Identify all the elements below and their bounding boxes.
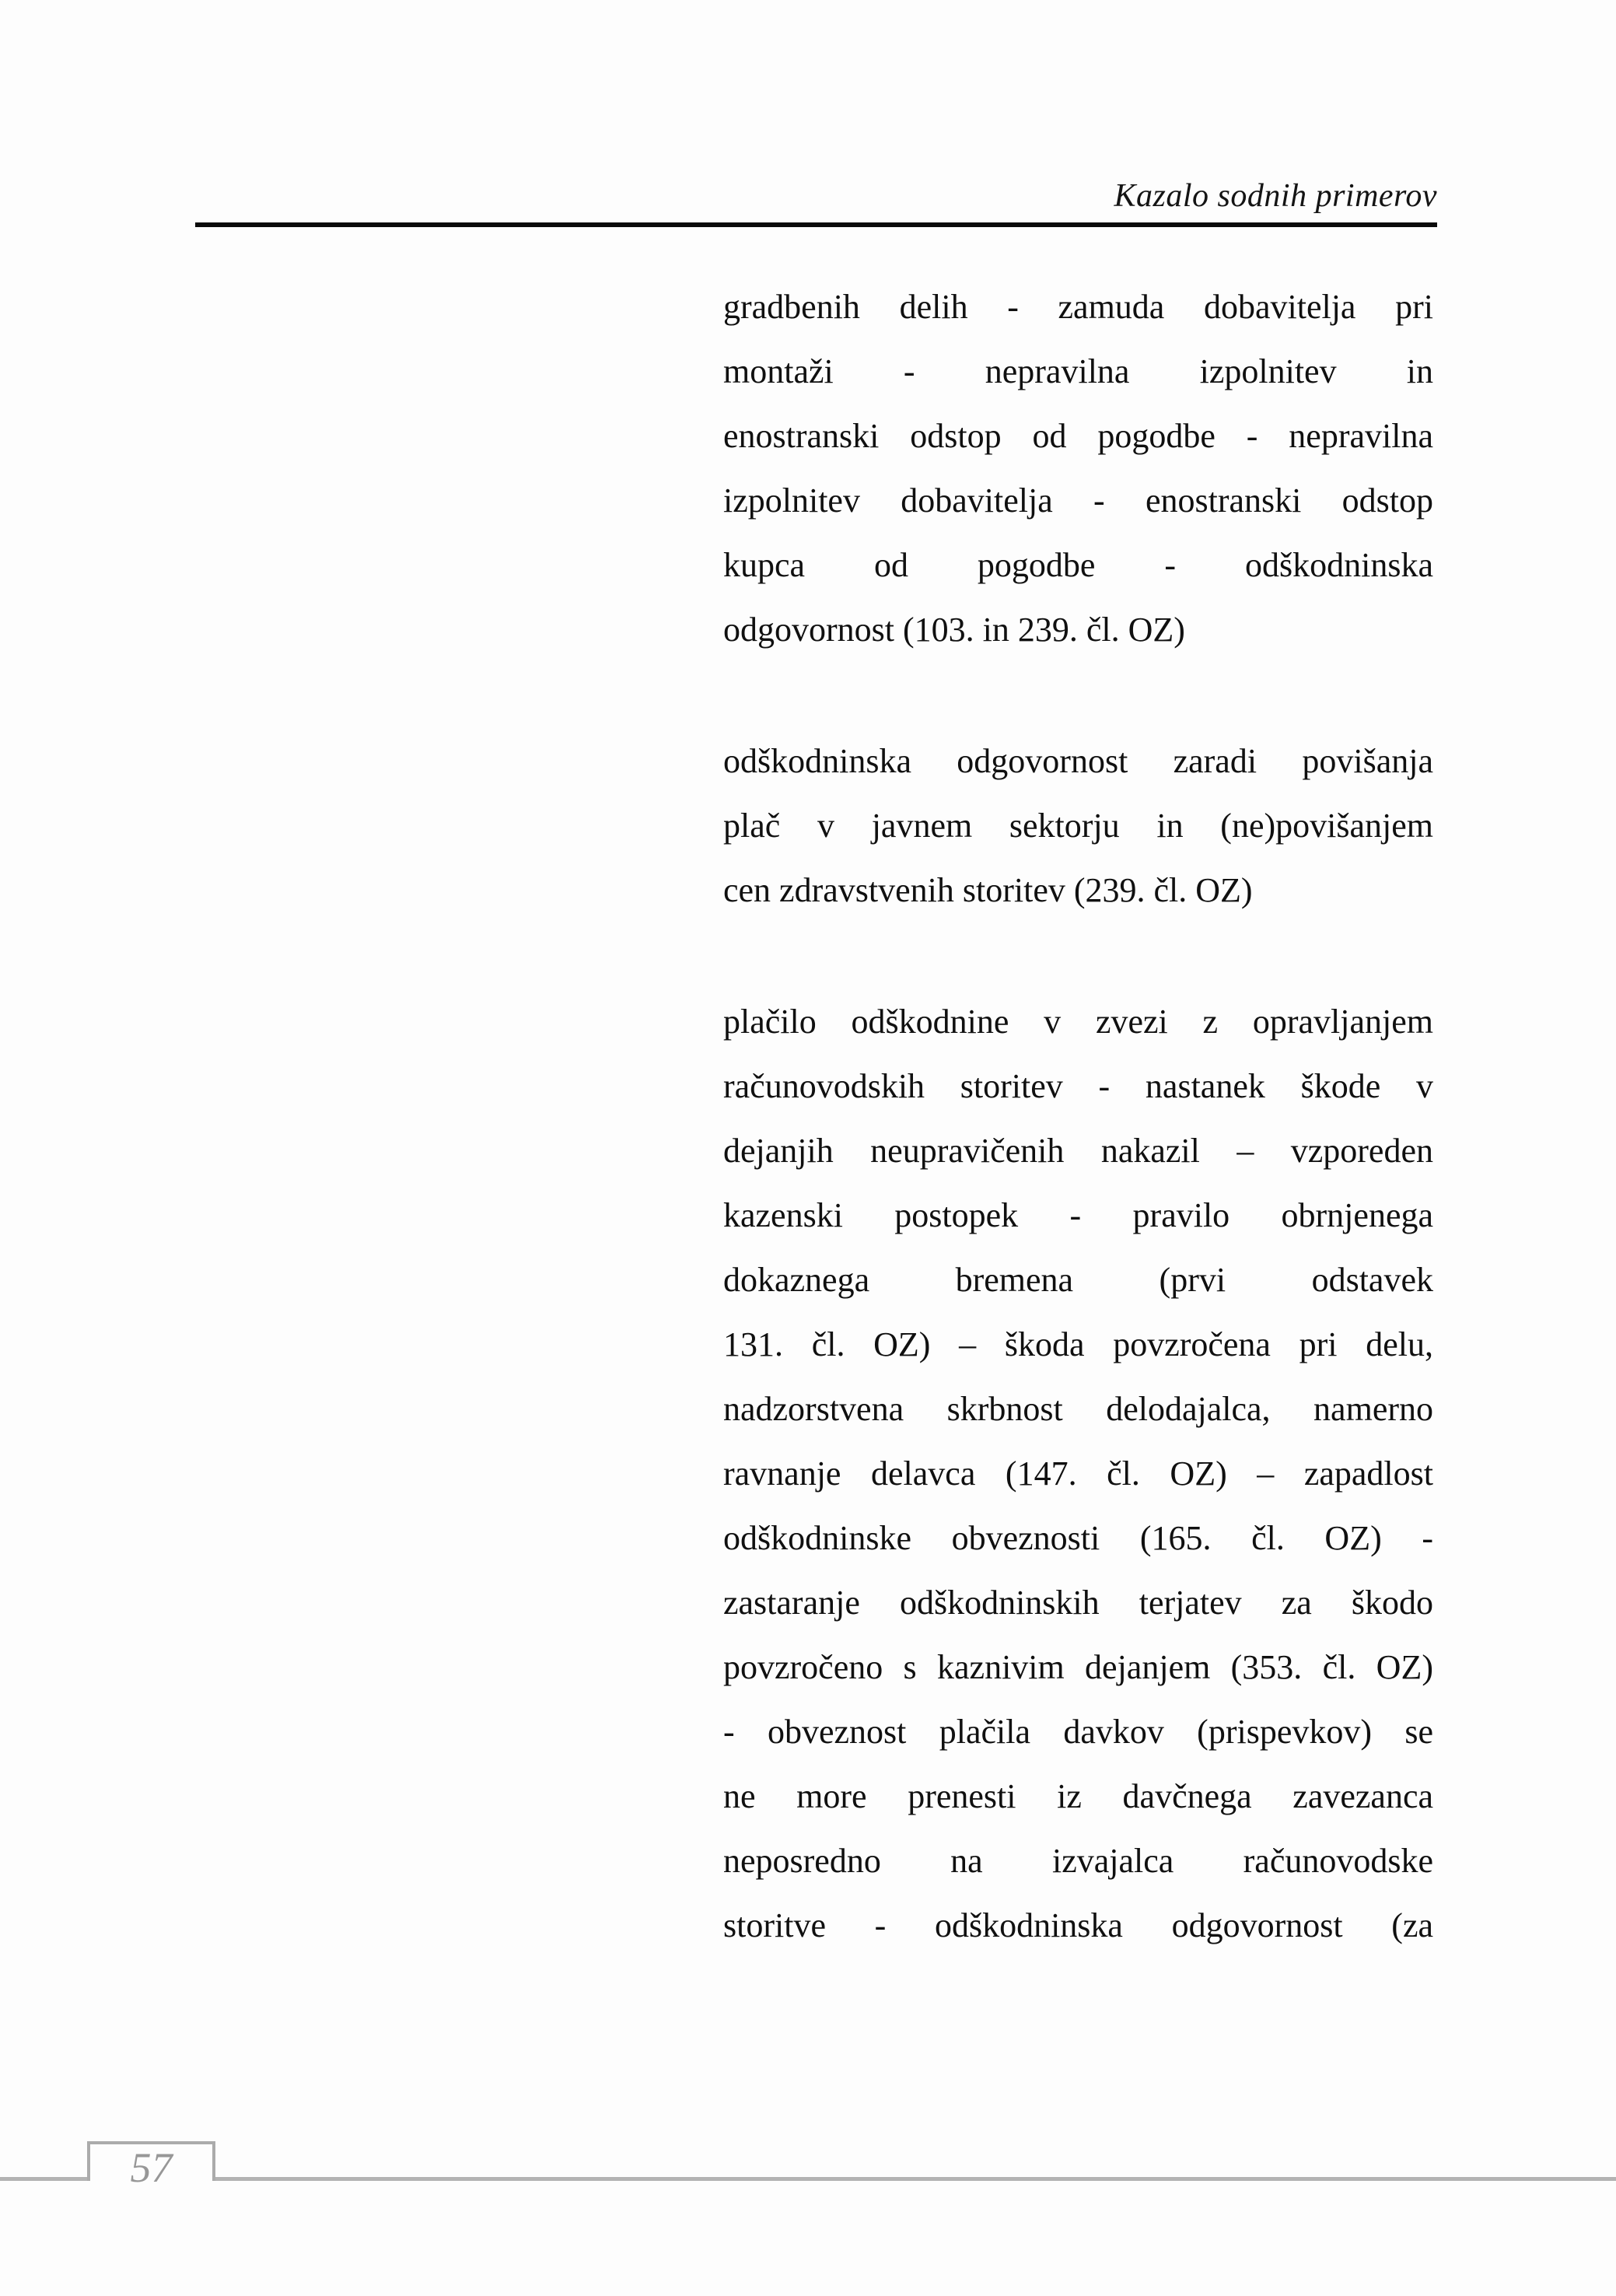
text-line: montaži - nepravilna izpolnitev in bbox=[723, 352, 1433, 390]
text-line: odškodninska odgovornost zaradi povišanja bbox=[723, 742, 1433, 780]
text-line: enostranski odstop od pogodbe - nepravilna bbox=[723, 417, 1433, 455]
text-line: kupca od pogodbe - odškodninska bbox=[723, 546, 1433, 584]
text-line: neposredno na izvajalca računovodske bbox=[723, 1842, 1433, 1880]
text-line: nadzorstvena skrbnost delodajalca, namerno bbox=[723, 1390, 1433, 1428]
text-line: plačilo odškodnine v zvezi z opravljanjem bbox=[723, 1003, 1433, 1041]
header-rule bbox=[195, 222, 1437, 227]
body-text-column bbox=[723, 275, 1433, 2025]
text-line: kazenski postopek - pravilo obrnjenega bbox=[723, 1196, 1433, 1234]
paragraph bbox=[723, 989, 1433, 1958]
page-header-title: Kazalo sodnih primerov bbox=[1114, 178, 1437, 214]
paragraph bbox=[723, 275, 1433, 662]
text-line: 131. čl. OZ) – škoda povzročena pri delu, bbox=[723, 1325, 1433, 1363]
text-line: ne more prenesti iz davčnega zavezanca bbox=[723, 1777, 1433, 1815]
text-line: zastaranje odškodninskih terjatev za škodo bbox=[723, 1584, 1433, 1622]
text-line: dokaznega bremena (prvi odstavek bbox=[723, 1261, 1433, 1299]
page-number: 57 bbox=[130, 2144, 173, 2191]
text-line: izpolnitev dobavitelja - enostranski odstop bbox=[723, 481, 1433, 520]
footer-rule bbox=[0, 2177, 1616, 2181]
text-line: storitve - odškodninska odgovornost (za bbox=[723, 1906, 1433, 1944]
text-line: gradbenih delih - zamuda dobavitelja pri bbox=[723, 288, 1433, 326]
text-line: cen zdravstvenih storitev (239. čl. OZ) bbox=[723, 871, 1253, 909]
text-line: - obveznost plačila davkov (prispevkov) se bbox=[723, 1713, 1433, 1751]
text-line: plač v javnem sektorju in (ne)povišanjem bbox=[723, 807, 1433, 845]
text-line: odgovornost (103. in 239. čl. OZ) bbox=[723, 611, 1185, 649]
text-line: računovodskih storitev - nastanek škode v bbox=[723, 1067, 1433, 1105]
text-line: ravnanje delavca (147. čl. OZ) – zapadlost bbox=[723, 1454, 1433, 1493]
text-line: povzročeno s kaznivim dejanjem (353. čl. OZ) bbox=[723, 1648, 1433, 1686]
text-line: odškodninske obveznosti (165. čl. OZ) - bbox=[723, 1519, 1433, 1557]
text-line: dejanjih neupravičenih nakazil – vzporeden bbox=[723, 1132, 1433, 1170]
paragraph bbox=[723, 729, 1433, 922]
